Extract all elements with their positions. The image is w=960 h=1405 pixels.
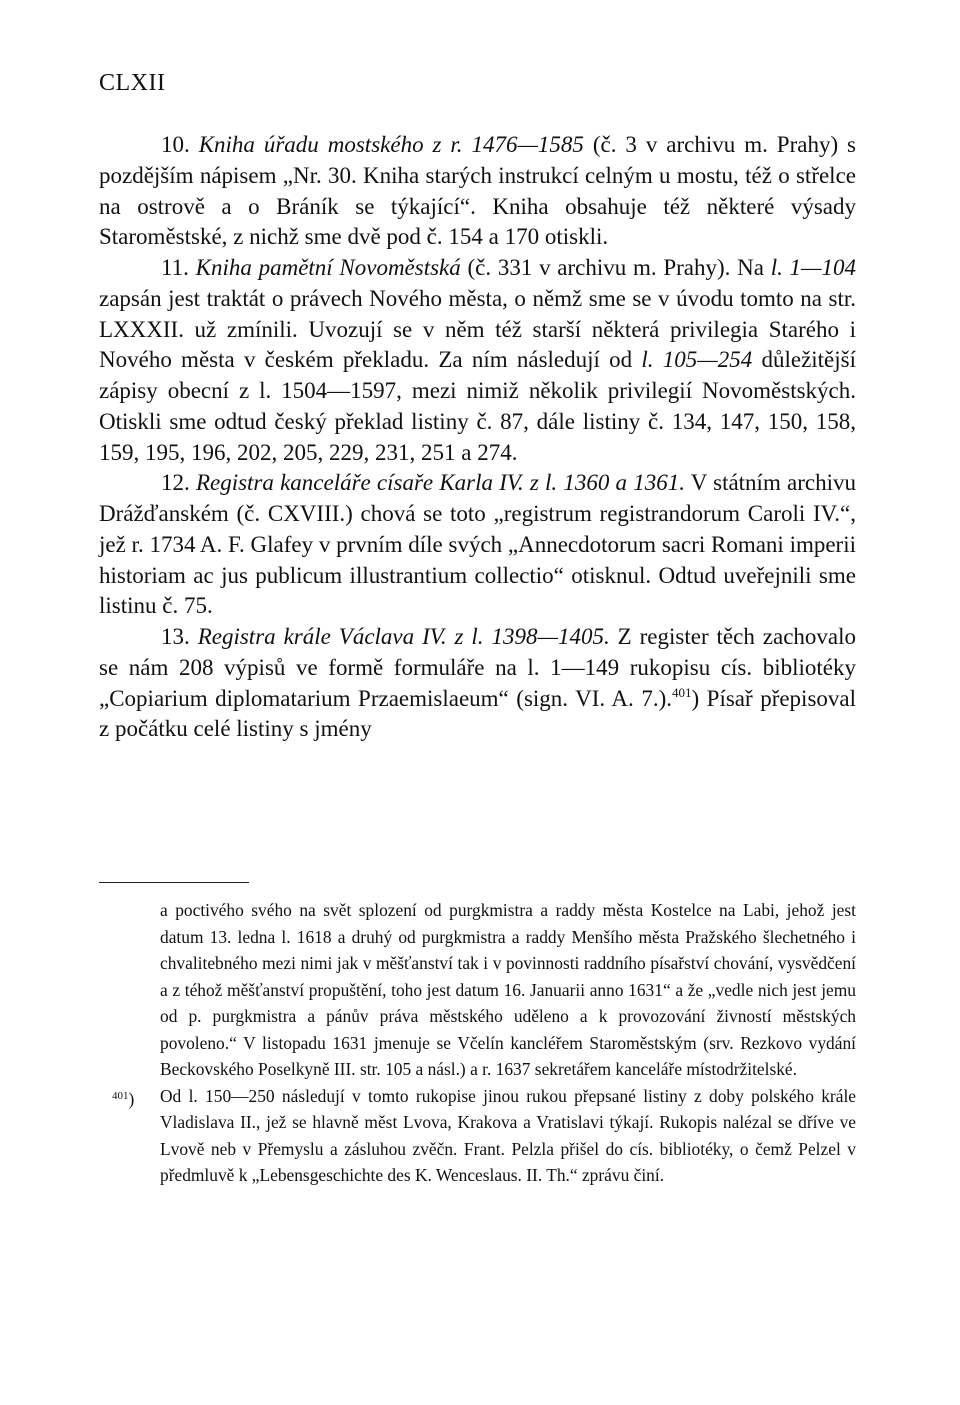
footnote-401-marker (112, 1083, 134, 1113)
italic-text: l. 105—254 (641, 347, 753, 373)
text-run: důležitější zápisy obecní z l. 1504—1597, mezi nimiž několik privilegií Novoměstských. Otiskli sme odtud český překlad listiny č. 87, dále listiny č. 134, 147, 150, 158, 159, 195, 196, 202, 205, 229, 231, 251 a 274. (99, 347, 857, 465)
main-text (99, 130, 856, 745)
footnote-401 (112, 1083, 856, 1189)
italic-text: Kniha úřadu mostského z r. 1476—1585 (198, 132, 584, 157)
paragraph-11 (99, 253, 856, 468)
text-run: V státním archivu Drážďanském (č. CXVIII.) chová se toto „registrum registrandorum Caroli IV.“, jež r. 1734 A. F. Glafey v prvním díle svých „Annecdotorum sacri Romani imperii historiam ac jus publicum illustrantium collectio“ otisknul. Odtud uveřejnili sme listinu č. 75. (99, 470, 857, 619)
text-run: ) Písař přepisoval z počátku celé listiny s jmény (99, 685, 857, 742)
text-run: (č. 3 v archivu m. Prahy) s pozdějším nápisem „Nr. 30. Kniha starých instrukcí celným u mostu, též o střelce na ostrově a o Bráník se týkající“. Kniha obsahuje též některé výsady Staroměstské, z nichž sme dvě pod č. 154 a 170 otiskli. (99, 132, 856, 250)
footnote-separator (99, 882, 249, 883)
page-number: CLXII (99, 70, 166, 96)
text-run: 11. (161, 255, 196, 280)
text-run: 12. (161, 470, 196, 496)
paragraph-13 (99, 622, 856, 745)
footnote-401-text: Od l. 150—250 následují v tomto rukopise jinou rukou přepsané listiny z doby polského krále Vladislava II., jež se hlavně měst Lvova, Krakova a Vratislavi týkají. Rukopis nalézal se dříve ve Lvově neb v Přemyslu a zásluhou zvěčn. Frant. Pelzla přišel do cís. bibliotéky, o čemž Pelzel v předmluvě k „Lebensgeschichte des K. Wenceslaus. II. Th.“ zprávu činí. (160, 1085, 856, 1185)
paragraph-12 (99, 468, 856, 622)
text-run: Z register těch zachovalo se nám 208 výpisů ve formě formuláře na l. 1—149 rukopisu cís. bibliotéky „Copiarium diplomatarium Przaemislaeum“ (sign. VI. A. 7.). (99, 624, 857, 711)
italic-text: Registra kanceláře císaře Karla IV. z l. 1360 a 1361. (195, 470, 685, 496)
footnote-401-number: 401 (112, 1089, 129, 1102)
italic-text: l. 1—104 (770, 255, 857, 280)
footnotes (112, 897, 856, 1189)
paragraph-10 (99, 130, 856, 253)
text-run: 13. (161, 624, 198, 649)
text-run: (č. 331 v archivu m. Prahy). Na (460, 255, 771, 280)
italic-text: Registra krále Václava IV. z l. 1398—1405. (197, 624, 610, 649)
footnote-reference: 401 (671, 684, 692, 700)
text-run: 10. (161, 132, 199, 157)
footnote-continuation: a poctivého svého na svět splození od purgkmistra a raddy města Kostelce na Labi, jehož jest datum 13. ledna l. 1618 a druhý od purgkmistra a raddy Menšího města Pražského šlechetného i chvalitebného mezi nimi jak v měšťanství tak i v povinnosti raddního písařství chování, vysvědčení a z téhož měšťanství propuštění, toho jest datum 16. Januarii anno 1631“ a že „vedle nich jest jemu od p. purgkmistra a pánův práva městského uděleno a k provozování živností městských povoleno.“ V listopadu 1631 jmenuje se Včelín kancléřem Staroměstským (srv. Rezkovo vydání Beckovského Poselkyně III. str. 105 a násl.) a r. 1637 sekretářem kanceláře místodržitelské. (160, 900, 856, 1079)
text-run: zapsán jest traktát o právech Nového města, o němž sme se v úvodu tomto na str. LXXXII. už zmínili. Uvozují se v něm též starší některá privilegia Starého i Nového města v českém překladu. Za ním následují od (99, 285, 856, 373)
italic-text: Kniha pamětní Novoměstská (195, 255, 461, 280)
footnote-401-paren: ) (128, 1088, 135, 1109)
